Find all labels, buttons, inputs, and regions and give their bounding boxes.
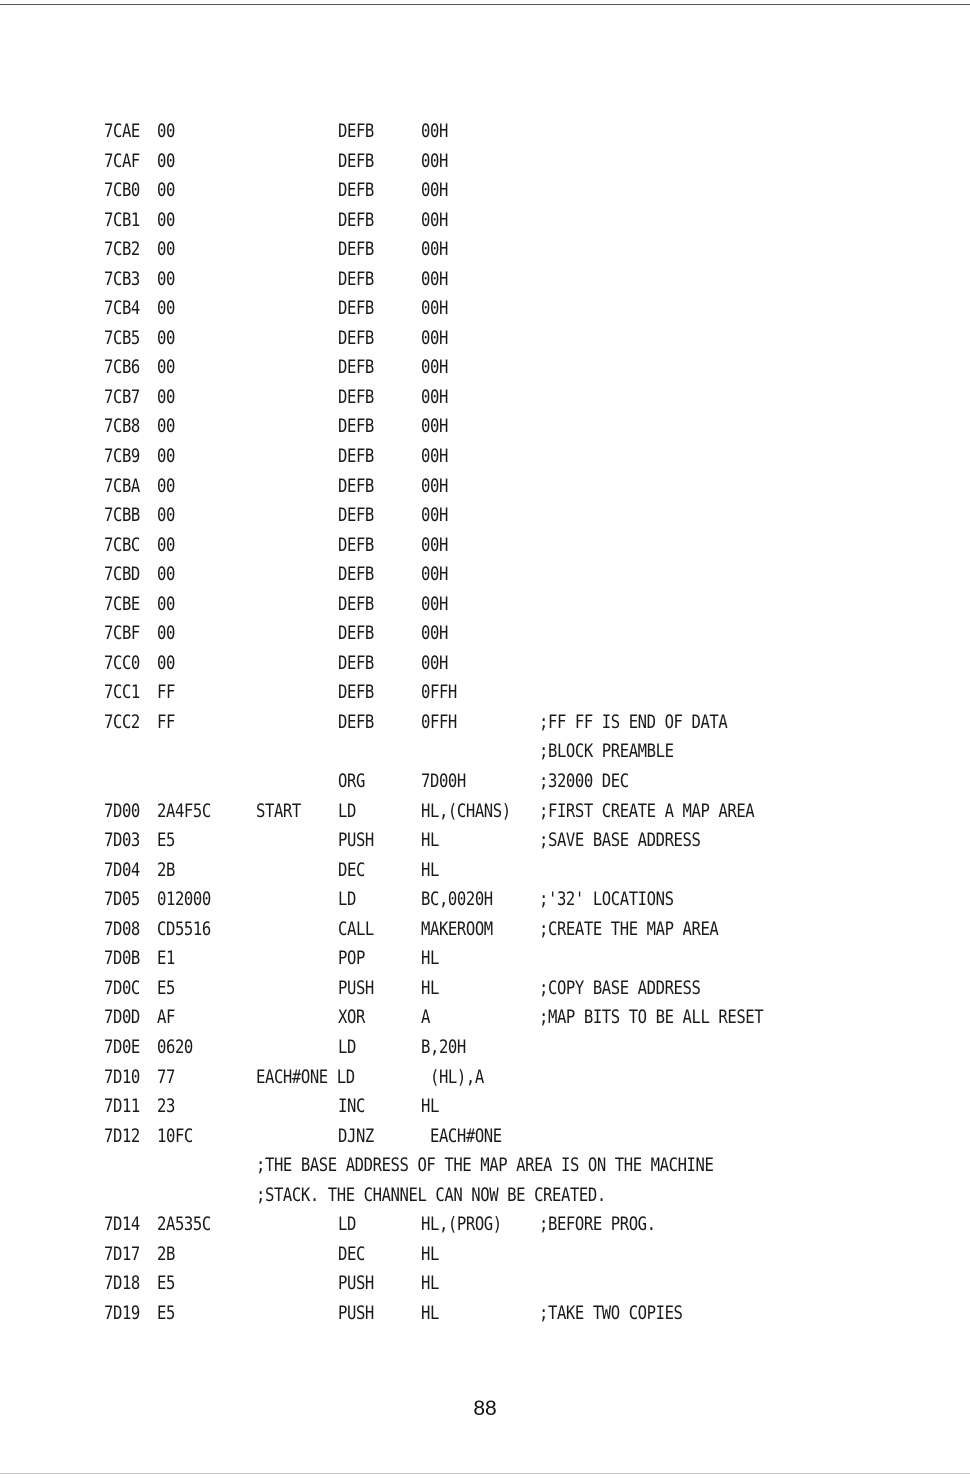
- row-address: 7D0E: [104, 1035, 140, 1058]
- row-machine-code: 2A4F5C: [157, 799, 211, 822]
- row-address: 7D17: [104, 1242, 140, 1265]
- row-address: 7CBF: [104, 622, 140, 645]
- row-address: 7CB9: [104, 445, 140, 468]
- row-address: 7CB3: [104, 267, 140, 290]
- row-machine-code: 00: [157, 651, 175, 674]
- row-operand: 00H: [421, 120, 448, 142]
- row-operand: 00H: [421, 267, 448, 290]
- row-operand: 00H: [421, 474, 448, 497]
- listing-row: [0, 1237, 970, 1267]
- row-opcode: CALL: [338, 917, 374, 940]
- row-comment: ;FF FF IS END OF DATA: [539, 710, 728, 733]
- bottom-page-rule: [0, 1473, 970, 1474]
- row-label: EACH#ONE LD: [256, 1065, 355, 1088]
- page-number: 88: [473, 1397, 497, 1420]
- row-address: 7D10: [104, 1065, 140, 1088]
- row-machine-code: E1: [157, 947, 175, 970]
- row-machine-code: 10FC: [157, 1124, 193, 1147]
- listing-row: [0, 616, 970, 646]
- row-comment: ;SAVE BASE ADDRESS: [539, 829, 701, 852]
- row-address: 7D0C: [104, 976, 140, 999]
- row-machine-code: 00: [157, 149, 175, 172]
- listing-row: [0, 144, 970, 174]
- assembly-listing: [0, 114, 970, 1325]
- listing-row: [0, 1296, 970, 1326]
- row-operand: (HL),A: [421, 1065, 484, 1088]
- row-full-comment: ;THE BASE ADDRESS OF THE MAP AREA IS ON THE MACHINE: [256, 1154, 714, 1177]
- listing-row: [0, 439, 970, 469]
- row-opcode: DEFB: [338, 120, 374, 142]
- listing-row: [0, 1060, 970, 1090]
- row-address: 7CB7: [104, 385, 140, 408]
- listing-row: [0, 469, 970, 499]
- listing-row: [0, 232, 970, 262]
- row-address: 7D03: [104, 829, 140, 852]
- listing-row: [0, 794, 970, 824]
- row-operand: 00H: [421, 385, 448, 408]
- row-full-comment: ;STACK. THE CHANNEL CAN NOW BE CREATED.: [256, 1183, 606, 1206]
- row-operand: 00H: [421, 208, 448, 231]
- row-opcode: DEFB: [338, 533, 374, 556]
- listing-row: [0, 734, 970, 764]
- row-opcode: DEFB: [338, 179, 374, 202]
- row-operand: 00H: [421, 651, 448, 674]
- listing-row: [0, 1030, 970, 1060]
- row-opcode: DEFB: [338, 149, 374, 172]
- row-opcode: DJNZ: [338, 1124, 374, 1147]
- row-address: 7D18: [104, 1272, 140, 1295]
- row-machine-code: 2A535C: [157, 1213, 211, 1236]
- listing-row: [0, 380, 970, 410]
- row-opcode: DEFB: [338, 326, 374, 349]
- listing-row: [0, 882, 970, 912]
- row-operand: MAKEROOM: [421, 917, 493, 940]
- row-machine-code: E5: [157, 829, 175, 852]
- row-address: 7CBB: [104, 504, 140, 527]
- listing-row: [0, 350, 970, 380]
- row-opcode: ORG: [338, 770, 365, 793]
- row-machine-code: 00: [157, 474, 175, 497]
- row-comment: ;BEFORE PROG.: [539, 1213, 656, 1236]
- row-machine-code: 00: [157, 504, 175, 527]
- row-operand: 00H: [421, 504, 448, 527]
- row-machine-code: 00: [157, 415, 175, 438]
- row-machine-code: 00: [157, 238, 175, 261]
- row-operand: A: [421, 1006, 430, 1029]
- row-address: 7CC1: [104, 681, 140, 704]
- row-machine-code: 2B: [157, 858, 175, 881]
- row-address: 7CBC: [104, 533, 140, 556]
- row-address: 7D11: [104, 1095, 140, 1118]
- row-machine-code: 00: [157, 592, 175, 615]
- row-opcode: DEFB: [338, 415, 374, 438]
- row-opcode: DEFB: [338, 356, 374, 379]
- row-address: 7D08: [104, 917, 140, 940]
- row-label: START: [256, 799, 301, 822]
- row-address: 7CC0: [104, 651, 140, 674]
- row-address: 7D05: [104, 888, 140, 911]
- row-machine-code: E5: [157, 976, 175, 999]
- row-operand: HL: [421, 1272, 439, 1295]
- row-operand: 00H: [421, 149, 448, 172]
- row-machine-code: 00: [157, 120, 175, 142]
- listing-row: [0, 1178, 970, 1208]
- row-opcode: DEFB: [338, 651, 374, 674]
- row-operand: 00H: [421, 592, 448, 615]
- row-opcode: DEFB: [338, 238, 374, 261]
- row-machine-code: 00: [157, 267, 175, 290]
- row-operand: 00H: [421, 326, 448, 349]
- row-opcode: DEFB: [338, 592, 374, 615]
- listing-row: [0, 1148, 970, 1178]
- listing-row: [0, 262, 970, 292]
- listing-row: [0, 557, 970, 587]
- row-address: 7CB6: [104, 356, 140, 379]
- listing-row: [0, 705, 970, 735]
- row-machine-code: 012000: [157, 888, 211, 911]
- row-operand: 7D00H: [421, 770, 466, 793]
- listing-row: [0, 409, 970, 439]
- row-operand: 0FFH: [421, 710, 457, 733]
- row-opcode: LD: [338, 1213, 356, 1236]
- row-opcode: DEFB: [338, 267, 374, 290]
- row-operand: 00H: [421, 179, 448, 202]
- row-opcode: XOR: [338, 1006, 365, 1029]
- row-address: 7CB5: [104, 326, 140, 349]
- row-comment: ;FIRST CREATE A MAP AREA: [539, 799, 755, 822]
- row-operand: 00H: [421, 297, 448, 320]
- row-opcode: DEFB: [338, 474, 374, 497]
- row-address: 7D12: [104, 1124, 140, 1147]
- row-machine-code: AF: [157, 1006, 175, 1029]
- row-address: 7CBD: [104, 563, 140, 586]
- row-address: 7CB8: [104, 415, 140, 438]
- row-opcode: DEFB: [338, 681, 374, 704]
- listing-row: [0, 1089, 970, 1119]
- row-address: 7D14: [104, 1213, 140, 1236]
- listing-row: [0, 912, 970, 942]
- listing-row: [0, 675, 970, 705]
- row-address: 7D04: [104, 858, 140, 881]
- row-address: 7CAF: [104, 149, 140, 172]
- listing-row: [0, 321, 970, 351]
- row-opcode: PUSH: [338, 976, 374, 999]
- row-address: 7CBE: [104, 592, 140, 615]
- row-operand: HL,(CHANS): [421, 799, 511, 822]
- row-opcode: PUSH: [338, 1301, 374, 1324]
- row-operand: 00H: [421, 356, 448, 379]
- row-operand: 0FFH: [421, 681, 457, 704]
- listing-row: [0, 203, 970, 233]
- row-opcode: DEFB: [338, 563, 374, 586]
- row-address: 7D0D: [104, 1006, 140, 1029]
- row-machine-code: CD5516: [157, 917, 211, 940]
- row-address: 7D19: [104, 1301, 140, 1324]
- listing-row: [0, 646, 970, 676]
- listing-row: [0, 971, 970, 1001]
- row-operand: HL: [421, 1242, 439, 1265]
- row-machine-code: E5: [157, 1301, 175, 1324]
- listing-row: [0, 528, 970, 558]
- row-operand: BC,0020H: [421, 888, 493, 911]
- listing-row: [0, 1266, 970, 1296]
- row-operand: 00H: [421, 563, 448, 586]
- row-address: 7CB0: [104, 179, 140, 202]
- top-page-rule: [0, 4, 970, 5]
- listing-row: [0, 853, 970, 883]
- row-comment: ;CREATE THE MAP AREA: [539, 917, 719, 940]
- row-opcode: LD: [338, 799, 356, 822]
- listing-row: [0, 1000, 970, 1030]
- row-operand: 00H: [421, 533, 448, 556]
- row-machine-code: 23: [157, 1095, 175, 1118]
- row-operand: HL: [421, 858, 439, 881]
- row-address: 7D00: [104, 799, 140, 822]
- row-opcode: INC: [338, 1095, 365, 1118]
- row-machine-code: 2B: [157, 1242, 175, 1265]
- row-operand: 00H: [421, 445, 448, 468]
- row-opcode: DEFB: [338, 504, 374, 527]
- row-comment: ;'32' LOCATIONS: [539, 888, 674, 911]
- row-opcode: DEFB: [338, 710, 374, 733]
- row-address: 7CC2: [104, 710, 140, 733]
- row-address: 7CB1: [104, 208, 140, 231]
- row-opcode: DEFB: [338, 385, 374, 408]
- row-comment: ;COPY BASE ADDRESS: [539, 976, 701, 999]
- row-opcode: DEFB: [338, 445, 374, 468]
- row-opcode: PUSH: [338, 829, 374, 852]
- row-machine-code: 00: [157, 385, 175, 408]
- row-address: 7CB2: [104, 238, 140, 261]
- listing-row: [0, 291, 970, 321]
- row-machine-code: FF: [157, 681, 175, 704]
- listing-row: [0, 941, 970, 971]
- row-machine-code: 00: [157, 356, 175, 379]
- row-machine-code: 00: [157, 326, 175, 349]
- listing-row: [0, 823, 970, 853]
- row-operand: 00H: [421, 238, 448, 261]
- row-opcode: LD: [338, 888, 356, 911]
- row-machine-code: 77: [157, 1065, 175, 1088]
- row-operand: 00H: [421, 622, 448, 645]
- row-opcode: DEFB: [338, 622, 374, 645]
- row-opcode: DEC: [338, 1242, 365, 1265]
- listing-row: [0, 498, 970, 528]
- listing-row: [0, 173, 970, 203]
- row-operand: B,20H: [421, 1035, 466, 1058]
- row-machine-code: 0620: [157, 1035, 193, 1058]
- row-opcode: POP: [338, 947, 365, 970]
- row-operand: HL: [421, 1095, 439, 1118]
- row-address: 7CB4: [104, 297, 140, 320]
- row-operand: HL: [421, 947, 439, 970]
- listing-row: [0, 587, 970, 617]
- listing-row: [0, 1119, 970, 1149]
- row-operand: EACH#ONE: [421, 1124, 502, 1147]
- row-machine-code: 00: [157, 563, 175, 586]
- row-machine-code: E5: [157, 1272, 175, 1295]
- row-opcode: DEFB: [338, 297, 374, 320]
- row-opcode: DEC: [338, 858, 365, 881]
- row-comment: ;TAKE TWO COPIES: [539, 1301, 683, 1324]
- row-operand: HL: [421, 976, 439, 999]
- row-machine-code: 00: [157, 533, 175, 556]
- row-address: 7CAE: [104, 120, 140, 142]
- row-comment: ;BLOCK PREAMBLE: [539, 740, 674, 763]
- row-comment: ;MAP BITS TO BE ALL RESET: [539, 1006, 764, 1029]
- row-operand: HL: [421, 1301, 439, 1324]
- listing-row: [0, 764, 970, 794]
- row-machine-code: 00: [157, 179, 175, 202]
- row-comment: ;32000 DEC: [539, 770, 629, 793]
- row-operand: 00H: [421, 415, 448, 438]
- row-machine-code: 00: [157, 208, 175, 231]
- row-machine-code: 00: [157, 445, 175, 468]
- row-opcode: DEFB: [338, 208, 374, 231]
- row-address: 7CBA: [104, 474, 140, 497]
- listing-row: [0, 1207, 970, 1237]
- row-operand: HL,(PROG): [421, 1213, 502, 1236]
- row-opcode: LD: [338, 1035, 356, 1058]
- row-machine-code: FF: [157, 710, 175, 733]
- row-machine-code: 00: [157, 622, 175, 645]
- row-machine-code: 00: [157, 297, 175, 320]
- row-address: 7D0B: [104, 947, 140, 970]
- listing-row: [0, 114, 970, 144]
- row-operand: HL: [421, 829, 439, 852]
- row-opcode: PUSH: [338, 1272, 374, 1295]
